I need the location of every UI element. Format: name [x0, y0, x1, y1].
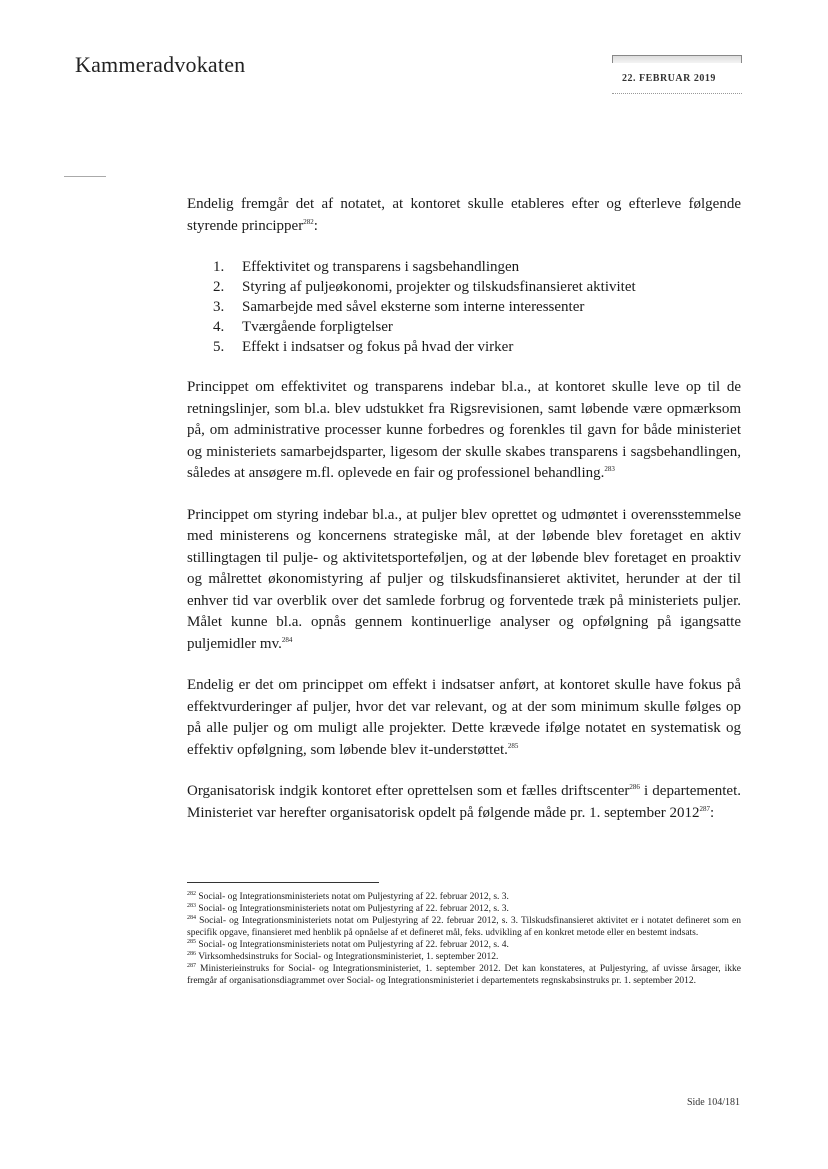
- list-item-number: 3.: [213, 299, 225, 315]
- list-item-text: Effektivitet og transparens i sagsbehandlingen: [242, 259, 520, 275]
- footnote-ref: 282: [303, 217, 314, 226]
- footnote-text: Social- og Integrationsministeriets notat om Puljestyring af 22. februar 2012, s. 4.: [198, 940, 509, 950]
- paragraph-text: Princippet om effektivitet og transparens indebar bl.a., at kontoret skulle leve op til de retningslinjer, som bl.a. blev udstukket fra Rigsrevisionen, samt løbende være opmærksom på, om administrative processer kunne forbedres og forenkles til gavn for både ministeriet og ministeriets samarbejdsparter, ligesom der skulle skabes transparens i sagsbehandlingen, således at ansøgere m.fl. oplevede en fair og professionel behandling.: [187, 379, 741, 481]
- footnote: [187, 951, 741, 963]
- header-date-block: [612, 55, 742, 94]
- list-item: [187, 257, 741, 277]
- footnote-number: 284: [187, 914, 196, 921]
- footnote-ref: 286: [629, 783, 640, 791]
- list-item-number: 4.: [213, 319, 225, 335]
- list-item-number: 2.: [213, 279, 225, 295]
- paragraph-text: Endelig er det om princippet om effekt i indsatser anført, at kontoret skulle have fokus på effektvurderinger af puljer, hvor det var relevant, og at der som minimum skulle følges op på alle puljer og om muligt alle projekter. Dette krævede ifølge notatet en systematisk og effektiv opfølgning, som løbende blev it-understøttet.: [187, 677, 741, 758]
- footnote: [187, 891, 741, 903]
- list-item: [187, 297, 741, 317]
- footnote-text: Ministerieinstruks for Social- og Integrationsministeriet, 1. september 2012. Det kan konstateres, at Puljestyring, af uvisse årsager, ikke fremgår af organisationsdiagrammet over Social- og Integrationsministeriet i departementets regnskabsinstruks pr. 1. september 2012.: [187, 964, 742, 986]
- footnote-ref: 287: [699, 804, 710, 813]
- paragraph-governance: [187, 505, 741, 656]
- footnote-number: 287: [187, 962, 196, 969]
- margin-mark: [64, 176, 106, 177]
- principles-list: [187, 257, 741, 357]
- paragraph-text: i departementet. Ministeriet var herefter organisatorisk opdelt på følgende måde pr. 1. september 2012: [187, 783, 741, 821]
- header-date-rule: [612, 93, 742, 94]
- list-item-text: Tværgående forpligtelser: [242, 319, 393, 335]
- intro-tail: :: [313, 217, 318, 234]
- list-item-number: 5.: [213, 339, 225, 355]
- header-date-bar: [612, 55, 742, 63]
- intro-text: Endelig fremgår det af notatet, at kontoret skulle etableres efter og efterleve følgende styrende principper: [187, 196, 741, 234]
- list-item: [187, 337, 741, 357]
- footnote: [187, 963, 741, 987]
- paragraph-tail: :: [709, 804, 715, 821]
- list-item-text: Samarbejde med såvel eksterne som interne interessenter: [242, 299, 585, 315]
- paragraph-effectiveness: [187, 377, 741, 485]
- paragraph-text: Organisatorisk indgik kontoret efter oprettelsen som et fælles driftscenter: [187, 783, 630, 799]
- paragraph-effect: [187, 675, 741, 761]
- footnote-number: 283: [187, 902, 196, 909]
- page-number: Side 104/181: [686, 1097, 740, 1108]
- list-item-text: Styring af puljeøkonomi, projekter og tilskudsfinansieret aktivitet: [242, 279, 636, 295]
- footnote-ref: 284: [281, 635, 293, 644]
- footnote-ref: 285: [507, 741, 519, 750]
- footnote-ref: 283: [604, 465, 615, 473]
- footnote-rule: [187, 882, 379, 883]
- header-date: 22. FEBRUAR 2019: [622, 73, 716, 84]
- footnote-number: 282: [187, 890, 196, 897]
- footnote: [187, 903, 741, 915]
- footnote-text: Virksomhedsinstruks for Social- og Integrationsministeriet, 1. september 2012.: [198, 952, 499, 962]
- list-item-number: 1.: [213, 259, 225, 275]
- paragraph-text: Princippet om styring indebar bl.a., at puljer blev oprettet og udmøntet i overensstemmelse med ministerens og koncernens strategiske mål, at der løbende blev foretaget en aktiv stillingtagen til pulje- og aktivitetsporteføljen, og at der løbende blev foretaget en proaktiv og målrettet økonomistyring af puljer og tilskudsfinansieret aktivitet, herunder at der til enhver tid var overblik over det samlede forbrug og forventede træk på ministeriets puljer. Målet kunne bl.a. opnås gennem kontinuerlige analyser og opfølgning på igangsatte puljemidler mv.: [187, 506, 741, 652]
- footnotes: [187, 882, 741, 987]
- footnote-text: Social- og Integrationsministeriets notat om Puljestyring af 22. februar 2012, s. 3.: [198, 892, 509, 902]
- intro-paragraph: [187, 194, 741, 237]
- footnote-number: 286: [187, 950, 196, 957]
- list-item: [187, 277, 741, 297]
- footnote: [187, 939, 741, 951]
- footnote: [187, 915, 741, 939]
- document-body: [187, 194, 741, 824]
- brand-logo-text: Kammeradvokaten: [75, 52, 246, 77]
- list-item: [187, 317, 741, 337]
- footnote-text: Social- og Integrationsministeriets notat om Puljestyring af 22. februar 2012, s. 3. Tilskudsfinansieret aktivitet er i notatet defineret som en specifik opgave, finansieret med henblik på opnåelse af et defineret mål, feks. udvikling af en konkret metode eller en bestemt indsats.: [187, 916, 741, 938]
- paragraph-organisation: [187, 781, 741, 824]
- list-item-text: Effekt i indsatser og fokus på hvad der virker: [242, 339, 514, 355]
- footnote-text: Social- og Integrationsministeriets notat om Puljestyring af 22. februar 2012, s. 3.: [198, 904, 509, 914]
- footnote-number: 285: [187, 938, 196, 945]
